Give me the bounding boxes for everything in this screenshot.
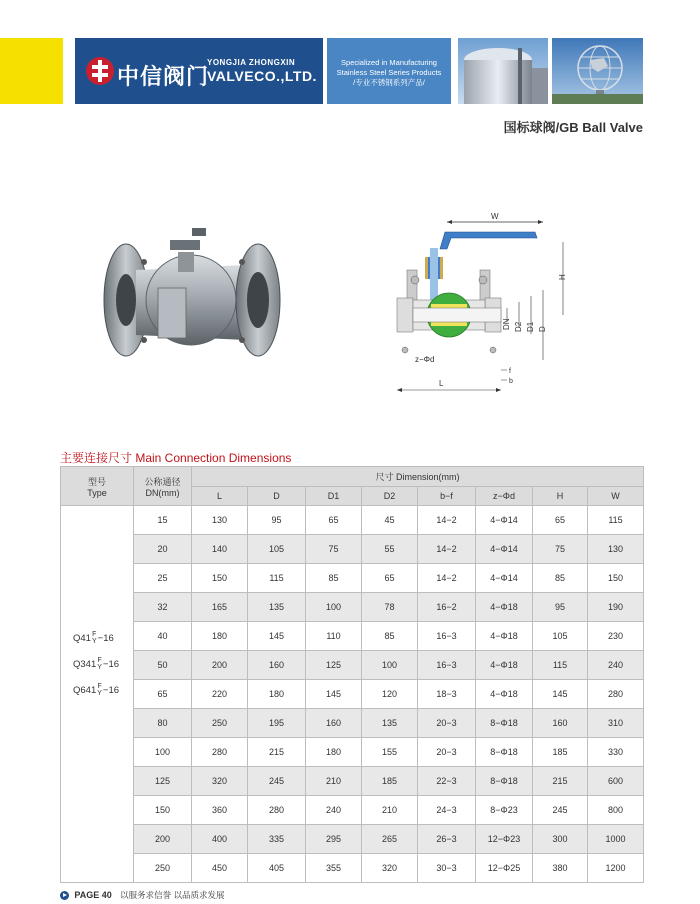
- cell-bf: 24−3: [418, 796, 476, 825]
- table-row: [61, 825, 644, 854]
- cell-l: 450: [192, 854, 248, 883]
- model-type: [73, 678, 133, 704]
- cell-w: 115: [588, 506, 644, 535]
- cell-d2: 155: [362, 738, 418, 767]
- dim-label-b: b: [509, 378, 513, 385]
- cell-w: 600: [588, 767, 644, 796]
- table-row: [61, 651, 644, 680]
- model-sup: F: [97, 657, 102, 665]
- cell-bf: 18−3: [418, 680, 476, 709]
- cell-bf: 22−3: [418, 767, 476, 796]
- cell-h: 245: [533, 796, 588, 825]
- cell-d2: 78: [362, 593, 418, 622]
- model-sup: F: [97, 683, 102, 691]
- cell-d: 195: [248, 709, 306, 738]
- cell-dn: 125: [134, 767, 192, 796]
- cell-zd: 8−Φ18: [476, 738, 533, 767]
- table-row: [61, 622, 644, 651]
- dim-label-W: W: [491, 212, 499, 221]
- cell-bf: 20−3: [418, 738, 476, 767]
- cell-bf: 14−2: [418, 506, 476, 535]
- dimension-table: [60, 466, 644, 883]
- cell-l: 220: [192, 680, 248, 709]
- cell-dn: 50: [134, 651, 192, 680]
- brand-name-en-top: YONGJIA ZHONGXIN: [207, 58, 296, 67]
- model-type: [73, 652, 133, 678]
- cell-h: 105: [533, 622, 588, 651]
- cell-d1: 65: [306, 506, 362, 535]
- col-header-D1: D1: [306, 487, 362, 506]
- cell-d: 160: [248, 651, 306, 680]
- cell-l: 165: [192, 593, 248, 622]
- cell-dn: 80: [134, 709, 192, 738]
- yellow-accent-block: [0, 38, 63, 104]
- cell-dn: 65: [134, 680, 192, 709]
- brand-header: [75, 38, 323, 104]
- type-header-cn: 型号: [87, 476, 106, 487]
- model-prefix: Q41: [73, 633, 91, 644]
- cell-bf: 14−2: [418, 535, 476, 564]
- cell-l: 130: [192, 506, 248, 535]
- cell-l: 360: [192, 796, 248, 825]
- model-material-code: [97, 657, 102, 671]
- cell-l: 250: [192, 709, 248, 738]
- cell-l: 180: [192, 622, 248, 651]
- cell-dn: 250: [134, 854, 192, 883]
- cell-w: 150: [588, 564, 644, 593]
- cell-d2: 135: [362, 709, 418, 738]
- cell-d: 180: [248, 680, 306, 709]
- model-sub: Y: [97, 690, 102, 698]
- cell-bf: 16−3: [418, 651, 476, 680]
- cell-d: 245: [248, 767, 306, 796]
- cell-bf: 14−2: [418, 564, 476, 593]
- dim-label-D1: D1: [526, 321, 535, 332]
- cell-zd: 4−Φ18: [476, 680, 533, 709]
- col-header-L: L: [192, 487, 248, 506]
- cell-dn: 100: [134, 738, 192, 767]
- col-header-D: D: [248, 487, 306, 506]
- model-material-code: [97, 683, 102, 697]
- cell-w: 800: [588, 796, 644, 825]
- dn-header-en: DN(mm): [145, 487, 180, 498]
- cell-h: 380: [533, 854, 588, 883]
- cell-dn: 15: [134, 506, 192, 535]
- model-prefix: Q641: [73, 685, 97, 696]
- cell-d1: 100: [306, 593, 362, 622]
- type-header: [61, 467, 134, 506]
- cell-d2: 265: [362, 825, 418, 854]
- ball-valve-section-drawing: [385, 200, 585, 400]
- table-row: [61, 796, 644, 825]
- cell-d1: 75: [306, 535, 362, 564]
- cell-d2: 65: [362, 564, 418, 593]
- cell-dn: 200: [134, 825, 192, 854]
- cell-l: 200: [192, 651, 248, 680]
- cell-w: 190: [588, 593, 644, 622]
- tagline-line-2: Stainless Steel Series Products: [336, 68, 442, 77]
- cell-d1: 355: [306, 854, 362, 883]
- cell-w: 130: [588, 535, 644, 564]
- cell-d1: 240: [306, 796, 362, 825]
- cell-zd: 4−Φ14: [476, 564, 533, 593]
- dim-label-L: L: [439, 379, 444, 388]
- company-logo-icon: [85, 56, 115, 86]
- cell-w: 1200: [588, 854, 644, 883]
- dn-header: [134, 467, 192, 506]
- cell-d: 215: [248, 738, 306, 767]
- section-title: 主要连接尺寸 Main Connection Dimensions: [60, 451, 292, 465]
- model-sup: F: [92, 631, 97, 639]
- cell-zd: 12−Φ23: [476, 825, 533, 854]
- table-row: [61, 854, 644, 883]
- cell-h: 160: [533, 709, 588, 738]
- cell-d1: 295: [306, 825, 362, 854]
- cell-bf: 26−3: [418, 825, 476, 854]
- table-row: [61, 564, 644, 593]
- dim-label-D2: D2: [514, 321, 523, 332]
- cell-d: 335: [248, 825, 306, 854]
- cell-w: 330: [588, 738, 644, 767]
- cell-h: 75: [533, 535, 588, 564]
- cell-l: 280: [192, 738, 248, 767]
- cell-h: 300: [533, 825, 588, 854]
- cell-h: 85: [533, 564, 588, 593]
- cell-d1: 180: [306, 738, 362, 767]
- cell-h: 115: [533, 651, 588, 680]
- dim-label-H: H: [558, 274, 567, 280]
- cell-h: 95: [533, 593, 588, 622]
- cell-l: 150: [192, 564, 248, 593]
- dimension-header: 尺寸 Dimension(mm): [192, 467, 644, 487]
- cell-dn: 32: [134, 593, 192, 622]
- col-header-b-f: b−f: [418, 487, 476, 506]
- model-suffix: −16: [102, 685, 120, 696]
- cell-h: 185: [533, 738, 588, 767]
- model-type-cell: [61, 506, 134, 883]
- tagline-box: [327, 38, 451, 104]
- cell-d: 145: [248, 622, 306, 651]
- tagline-line-3: /专业不锈钢系列产品/: [353, 78, 425, 87]
- cell-w: 1000: [588, 825, 644, 854]
- cell-d1: 85: [306, 564, 362, 593]
- type-header-en: Type: [87, 487, 107, 498]
- dim-label-DN: DN: [502, 318, 511, 330]
- footer-slogan: 以服务求信誉 以品质求发展: [120, 890, 225, 900]
- cell-l: 140: [192, 535, 248, 564]
- model-sub: Y: [91, 638, 97, 646]
- cell-d1: 210: [306, 767, 362, 796]
- cell-bf: 16−3: [418, 622, 476, 651]
- cell-h: 145: [533, 680, 588, 709]
- cell-w: 280: [588, 680, 644, 709]
- cell-d1: 160: [306, 709, 362, 738]
- dn-header-cn: 公称通径: [144, 476, 181, 487]
- col-header-z-phi-d: z−Φd: [476, 487, 533, 506]
- cell-zd: 4−Φ14: [476, 506, 533, 535]
- cell-dn: 25: [134, 564, 192, 593]
- cell-d2: 100: [362, 651, 418, 680]
- cell-w: 310: [588, 709, 644, 738]
- cell-l: 320: [192, 767, 248, 796]
- table-row: [61, 767, 644, 796]
- table-row: [61, 593, 644, 622]
- cell-d: 405: [248, 854, 306, 883]
- brand-name-en: VALVECO.,LTD.: [207, 68, 317, 84]
- cell-bf: 20−3: [418, 709, 476, 738]
- cell-zd: 8−Φ23: [476, 796, 533, 825]
- col-header-H: H: [533, 487, 588, 506]
- cell-zd: 4−Φ18: [476, 651, 533, 680]
- page-footer: [60, 889, 224, 901]
- cell-zd: 4−Φ18: [476, 622, 533, 651]
- cell-bf: 16−2: [418, 593, 476, 622]
- cell-h: 65: [533, 506, 588, 535]
- factory-tanks-photo: [458, 38, 548, 104]
- cell-d2: 55: [362, 535, 418, 564]
- col-header-W: W: [588, 487, 644, 506]
- dim-label-f: f: [509, 368, 511, 375]
- cell-d2: 185: [362, 767, 418, 796]
- cell-l: 400: [192, 825, 248, 854]
- model-sub: Y: [97, 664, 102, 672]
- cell-d2: 45: [362, 506, 418, 535]
- table-row: [61, 506, 644, 535]
- cell-w: 240: [588, 651, 644, 680]
- dim-label-z-phi-d: z−Φd: [415, 355, 435, 364]
- page-number: PAGE 40: [74, 890, 112, 900]
- cell-d: 115: [248, 564, 306, 593]
- table-row: [61, 709, 644, 738]
- tagline-line-1: Specialized in Manufacturing: [341, 58, 437, 67]
- cell-d2: 120: [362, 680, 418, 709]
- cell-d: 95: [248, 506, 306, 535]
- unisphere-photo: [552, 38, 643, 104]
- col-header-D2: D2: [362, 487, 418, 506]
- cell-zd: 4−Φ18: [476, 593, 533, 622]
- cell-d2: 210: [362, 796, 418, 825]
- cell-w: 230: [588, 622, 644, 651]
- page-title: 国标球阀/GB Ball Valve: [503, 120, 643, 135]
- table-row: [61, 680, 644, 709]
- brand-name-cn: 中信阀门: [117, 64, 210, 89]
- cell-dn: 40: [134, 622, 192, 651]
- table-row: [61, 535, 644, 564]
- cell-d: 280: [248, 796, 306, 825]
- model-type: [73, 626, 133, 652]
- cell-zd: 8−Φ18: [476, 709, 533, 738]
- model-suffix: −16: [97, 633, 114, 644]
- dim-label-D: D: [538, 326, 547, 332]
- cell-d: 135: [248, 593, 306, 622]
- cell-bf: 30−3: [418, 854, 476, 883]
- cell-d: 105: [248, 535, 306, 564]
- model-material-code: [92, 631, 97, 645]
- model-prefix: Q341: [73, 659, 97, 670]
- cell-d1: 125: [306, 651, 362, 680]
- ball-valve-photo: [96, 200, 286, 390]
- cell-d1: 110: [306, 622, 362, 651]
- cell-dn: 20: [134, 535, 192, 564]
- cell-d1: 145: [306, 680, 362, 709]
- cell-zd: 4−Φ14: [476, 535, 533, 564]
- cell-zd: 12−Φ25: [476, 854, 533, 883]
- cell-d2: 85: [362, 622, 418, 651]
- cell-h: 215: [533, 767, 588, 796]
- cell-zd: 8−Φ18: [476, 767, 533, 796]
- cell-d2: 320: [362, 854, 418, 883]
- cell-dn: 150: [134, 796, 192, 825]
- table-row: [61, 738, 644, 767]
- model-suffix: −16: [102, 659, 120, 670]
- play-arrow-icon: [60, 891, 69, 900]
